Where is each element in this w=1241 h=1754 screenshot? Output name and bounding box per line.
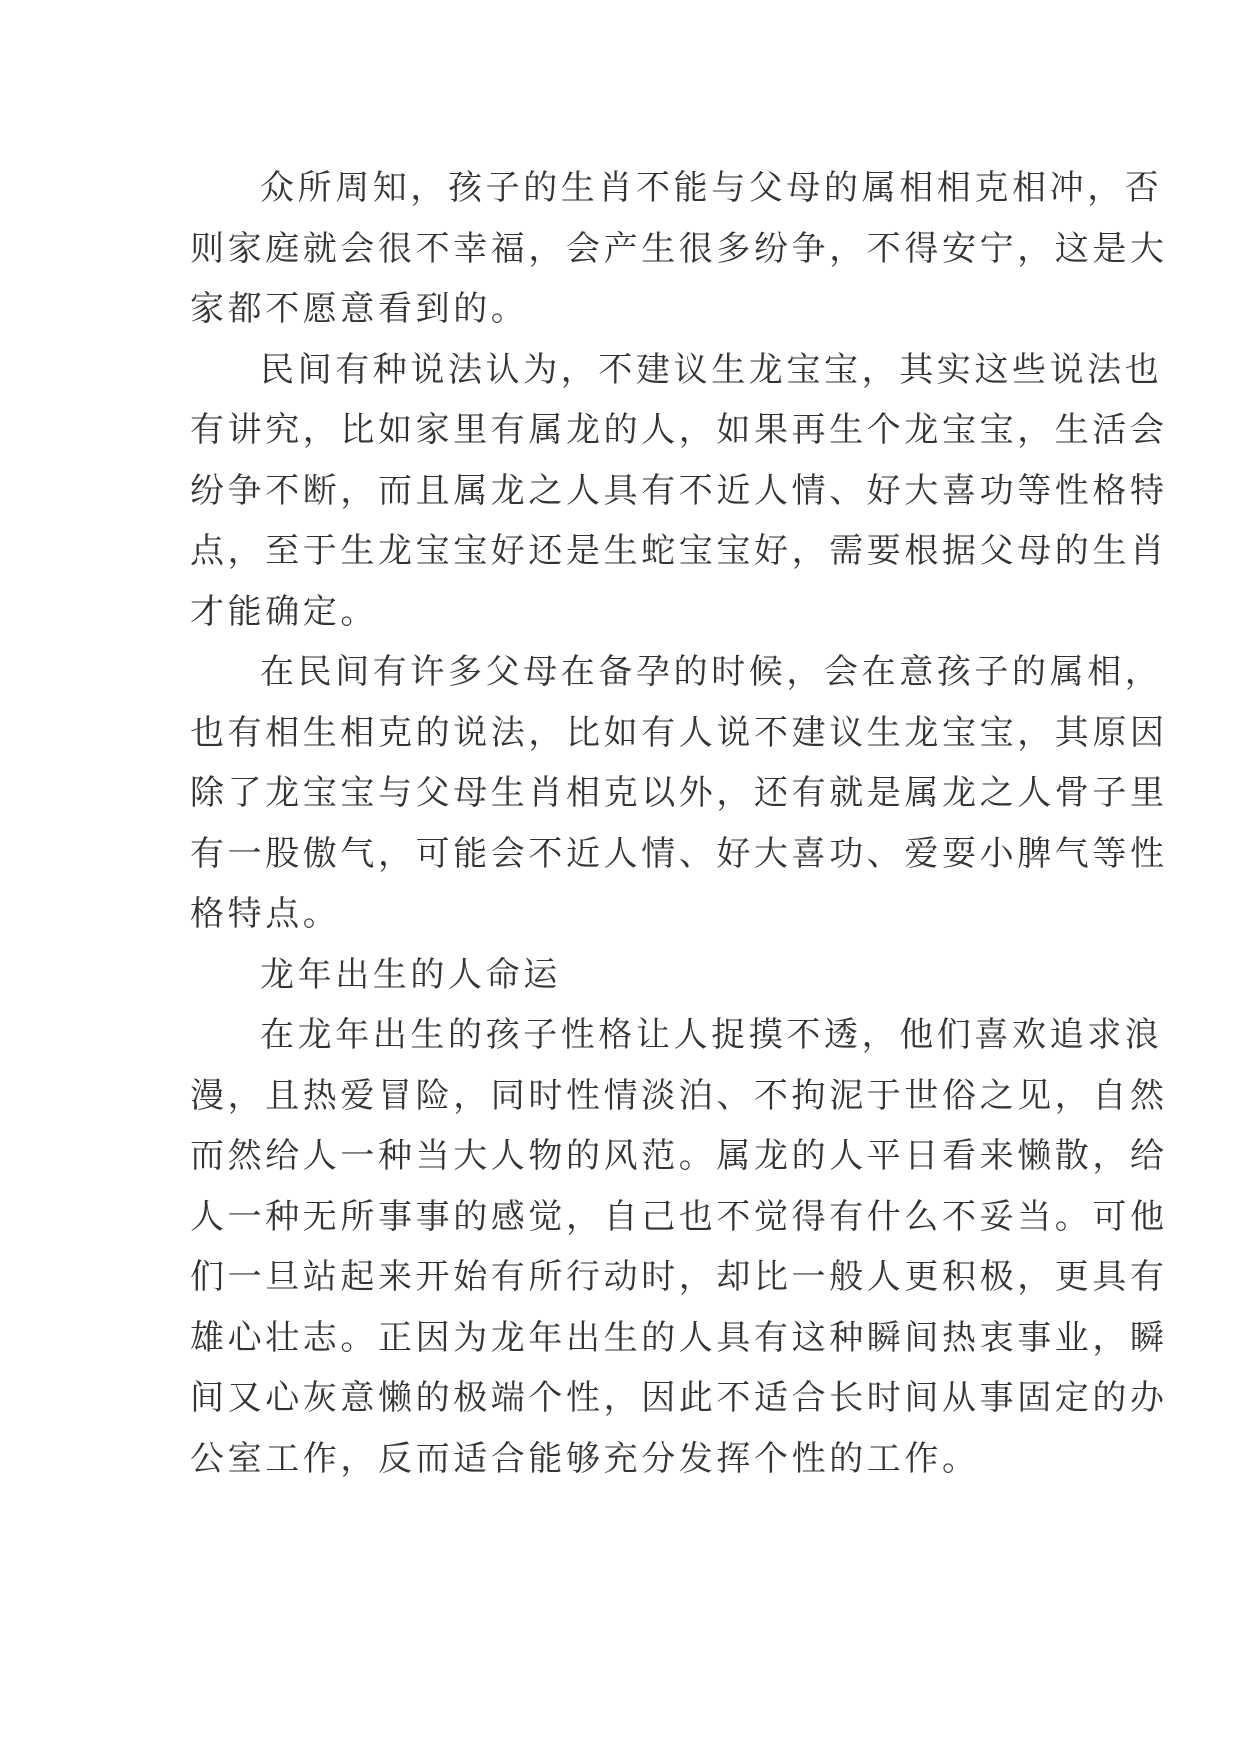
paragraph-3 [190, 642, 1168, 945]
text-line: 纷争不断，而且属龙之人具有不近人情、好大喜功等性格特 [190, 470, 1168, 511]
text-line: 在民间有许多父母在备孕的时候，会在意孩子的属相， [260, 652, 1163, 692]
text-line: 众所周知，孩子的生肖不能与父母的属相相克相冲，否 [260, 168, 1163, 208]
text-line: 民间有种说法认为，不建议生龙宝宝，其实这些说法也 [260, 349, 1163, 390]
text-line: 才能确定。 [190, 591, 378, 632]
text-line: 而然给人一种当大人物的风范。属龙的人平日看来懒散，给 [190, 1136, 1168, 1176]
document-body [190, 158, 1168, 1489]
text-line: 公室工作，反而适合能够充分发挥个性的工作。 [190, 1438, 980, 1479]
text-line: 们一旦站起来开始有所行动时，却比一般人更积极，更具有 [190, 1257, 1168, 1297]
text-line: 则家庭就会很不幸福，会产生很多纷争，不得安宁，这是大 [190, 228, 1168, 269]
text-line: 点，至于生龙宝宝好还是生蛇宝宝好，需要根据父母的生肖 [190, 531, 1168, 571]
text-line: 人一种无所事事的感觉，自己也不觉得有什么不妥当。可他 [190, 1196, 1168, 1237]
text-line: 格特点。 [190, 894, 341, 934]
paragraph-2 [190, 340, 1168, 643]
section-heading: 龙年出生的人命运 [260, 954, 561, 995]
text-line: 也有相生相克的说法，比如有人说不建议生龙宝宝，其原因 [190, 712, 1168, 753]
text-line: 雄心壮志。正因为龙年出生的人具有这种瞬间热衷事业，瞬 [190, 1317, 1168, 1358]
paragraph-1 [190, 158, 1168, 340]
text-line: 有讲究，比如家里有属龙的人，如果再生个龙宝宝，生活会 [190, 410, 1168, 450]
text-line: 家都不愿意看到的。 [190, 289, 529, 329]
text-line: 除了龙宝宝与父母生肖相克以外，还有就是属龙之人骨子里 [190, 773, 1168, 813]
text-line: 漫，且热爱冒险，同时性情淡泊、不拘泥于世俗之见，自然 [190, 1075, 1168, 1116]
paragraph-4 [190, 1005, 1168, 1489]
text-line: 在龙年出生的孩子性格让人捉摸不透，他们喜欢追求浪 [260, 1015, 1163, 1055]
text-line: 有一股傲气，可能会不近人情、好大喜功、爱耍小脾气等性 [190, 833, 1168, 874]
text-line: 间又心灰意懒的极端个性，因此不适合长时间从事固定的办 [190, 1378, 1168, 1418]
